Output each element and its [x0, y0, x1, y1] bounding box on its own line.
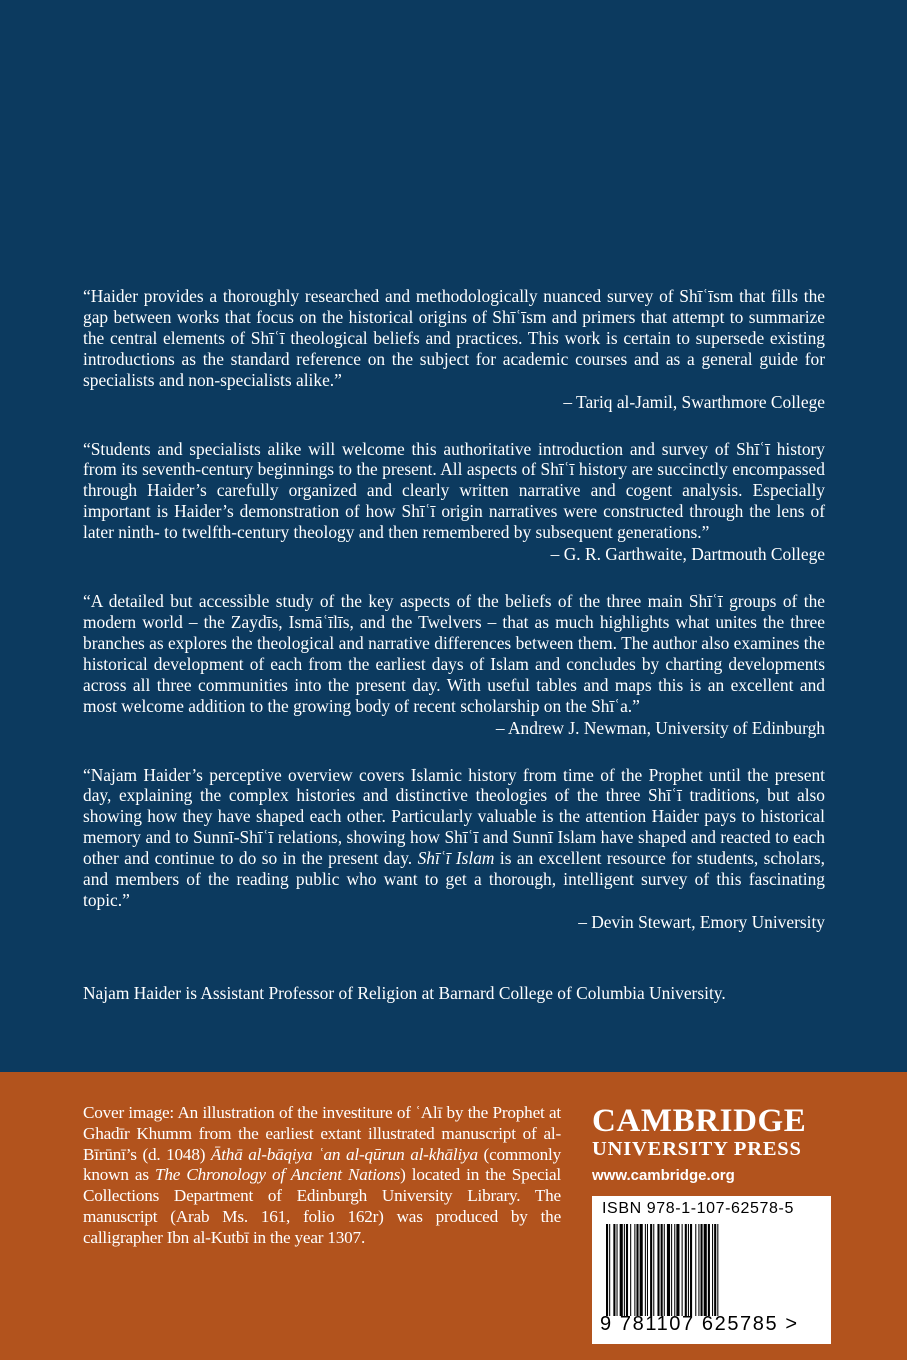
publisher-subtitle: UNIVERSITY PRESS	[592, 1138, 802, 1160]
barcode-stripe	[653, 1224, 654, 1316]
barcode-stripe	[620, 1224, 623, 1316]
endorsement-text-part: is an excellent resource for students, scholars, and members of the reading public who want to get a thorough, intelligent survey of this fascinating topic.”	[83, 848, 825, 910]
isbn-barcode	[592, 1196, 831, 1344]
barcode-stripe	[606, 1224, 608, 1316]
barcode-stripe	[661, 1224, 663, 1316]
endorsement-text: “Haider provides a thoroughly researched and methodologically nuanced survey of Shīʿīsm that fills the gap between works that focus on the historical origins of Shīʿīsm and primers that attempt to summarize the central elements of Shīʿī theological beliefs and practices. This work is certain to supersede existing introductions as the standard reference on the subject for academic courses and as a general guide for specialists and non-specialists alike.”	[83, 286, 825, 390]
barcode-stripe	[682, 1224, 683, 1316]
cover-image-credit	[83, 1103, 561, 1249]
barcode-stripe	[650, 1224, 652, 1316]
endorsement-2	[83, 439, 825, 566]
barcode-stripe	[626, 1224, 628, 1316]
barcode-stripe	[645, 1224, 646, 1316]
endorsement-text-part: “Najam Haider’s perceptive overview covers Islamic history from time of the Prophet until the present day, explaining the complex histories and distinctive theologies of the three Shīʿī traditions, but also showing how they have shaped each other. Particularly valuable is the attention Haider pays to historical memory and to Sunnī-Shīʿī relations, showing how Shīʿī and Sunnī Islam have shaped and reacted to each other and continue to do so in the present day.	[83, 764, 825, 869]
author-bio: Najam Haider is Assistant Professor of Religion at Barnard College of Columbia University.	[83, 983, 726, 1003]
barcode-stripe	[698, 1224, 699, 1316]
endorsement-attribution: – G. R. Garthwaite, Dartmouth College	[550, 544, 825, 565]
endorsement-attribution: – Andrew J. Newman, University of Edinburgh	[495, 717, 825, 738]
endorsement-attribution: – Devin Stewart, Emory University	[578, 911, 825, 932]
barcode-stripe	[717, 1224, 718, 1316]
barcode-stripe	[636, 1224, 638, 1316]
barcode-stripe	[634, 1224, 635, 1316]
endorsement-3	[83, 591, 825, 738]
endorsement-text: “Students and specialists alike will welcome this authoritative introduction and survey of Shīʿī history from its seventh-century beginnings to the present. All aspects of Shīʿī history are succinctly encompassed through Haider’s carefully organized and clearly written narrative and cogent analysis. Especially important is Haider’s demonstration of how Shīʿī origin narratives were constructed through the lens of later ninth- to twelfth-century theology and then remembered by subsequent generations.”	[83, 438, 825, 543]
endorsements	[83, 286, 825, 959]
publisher-name: CAMBRIDGE	[592, 1103, 807, 1139]
barcode-stripe	[613, 1224, 615, 1316]
book-title: Shīʿī Islam	[417, 848, 495, 869]
manuscript-title: Āthā al-bāqiya ʿan al-qūrun al-khāliya	[210, 1144, 478, 1164]
endorsement-1	[83, 286, 825, 413]
barcode-stripe	[685, 1224, 687, 1316]
barcode-stripe	[704, 1224, 707, 1316]
isbn-label: ISBN 978-1-107-62578-5	[602, 1200, 794, 1217]
endorsement-text: “A detailed but accessible study of the key aspects of the beliefs of the three main Shīʿī groups of the modern world – the Zaydīs, Ismāʿīlīs, and the Twelvers – that as much highlights what unites the three branches as explores the theological and narrative differences between them. The author also examines the historical development of each from the earliest days of Islam and concludes by charting developments across all three communities into the present day. With useful tables and maps this is an excellent and most welcome addition to the growing body of recent scholarship on the Shīʿa.”	[83, 591, 825, 716]
endorsement-4	[83, 765, 825, 933]
barcode-stripe	[712, 1224, 713, 1316]
barcode-stripe	[690, 1224, 692, 1316]
endorsement-attribution: – Tariq al-Jamil, Swarthmore College	[563, 391, 825, 412]
barcode-stripe	[609, 1224, 610, 1316]
barcode-stripe	[688, 1224, 689, 1316]
barcode-stripe	[647, 1224, 648, 1316]
manuscript-alt-title: The Chronology of Ancient Nations	[155, 1165, 401, 1185]
barcode-stripe	[674, 1224, 675, 1316]
cover-note-text: (commonly known as	[83, 1144, 562, 1185]
publisher-url: www.cambridge.org	[592, 1167, 735, 1184]
barcode-stripe	[671, 1224, 672, 1316]
barcode-stripe	[667, 1224, 670, 1316]
cover-note-text: ) located in the Special Collections Department of Edinburgh University Library. The manuscript (Arab Ms. 161, folio 162r) was produced by the calligrapher Ibn al-Kutbī in the year 1307.	[83, 1165, 561, 1247]
barcode-digits: 9 781107 625785 >	[600, 1313, 799, 1335]
barcode-stripe	[624, 1224, 625, 1316]
barcode-stripe	[708, 1224, 710, 1316]
barcode-stripe	[701, 1224, 703, 1316]
barcode-stripe	[695, 1224, 696, 1316]
barcode-icon	[604, 1224, 819, 1316]
publisher-logo	[592, 1104, 832, 1185]
barcode-stripe	[630, 1224, 631, 1316]
endorsement-text	[83, 765, 825, 911]
cover-note-text: Cover image: An illustration of the investiture of ʿAlī by the Prophet at Ghadīr Khumm from the earliest extant illustrated manuscript of al-Bīrūnī’s (d. 1048)	[83, 1103, 561, 1164]
barcode-stripe	[657, 1224, 659, 1316]
barcode-stripe	[617, 1224, 618, 1316]
barcode-stripe	[714, 1224, 716, 1316]
barcode-stripe	[664, 1224, 665, 1316]
barcode-stripe	[676, 1224, 679, 1316]
barcode-stripe	[640, 1224, 643, 1316]
